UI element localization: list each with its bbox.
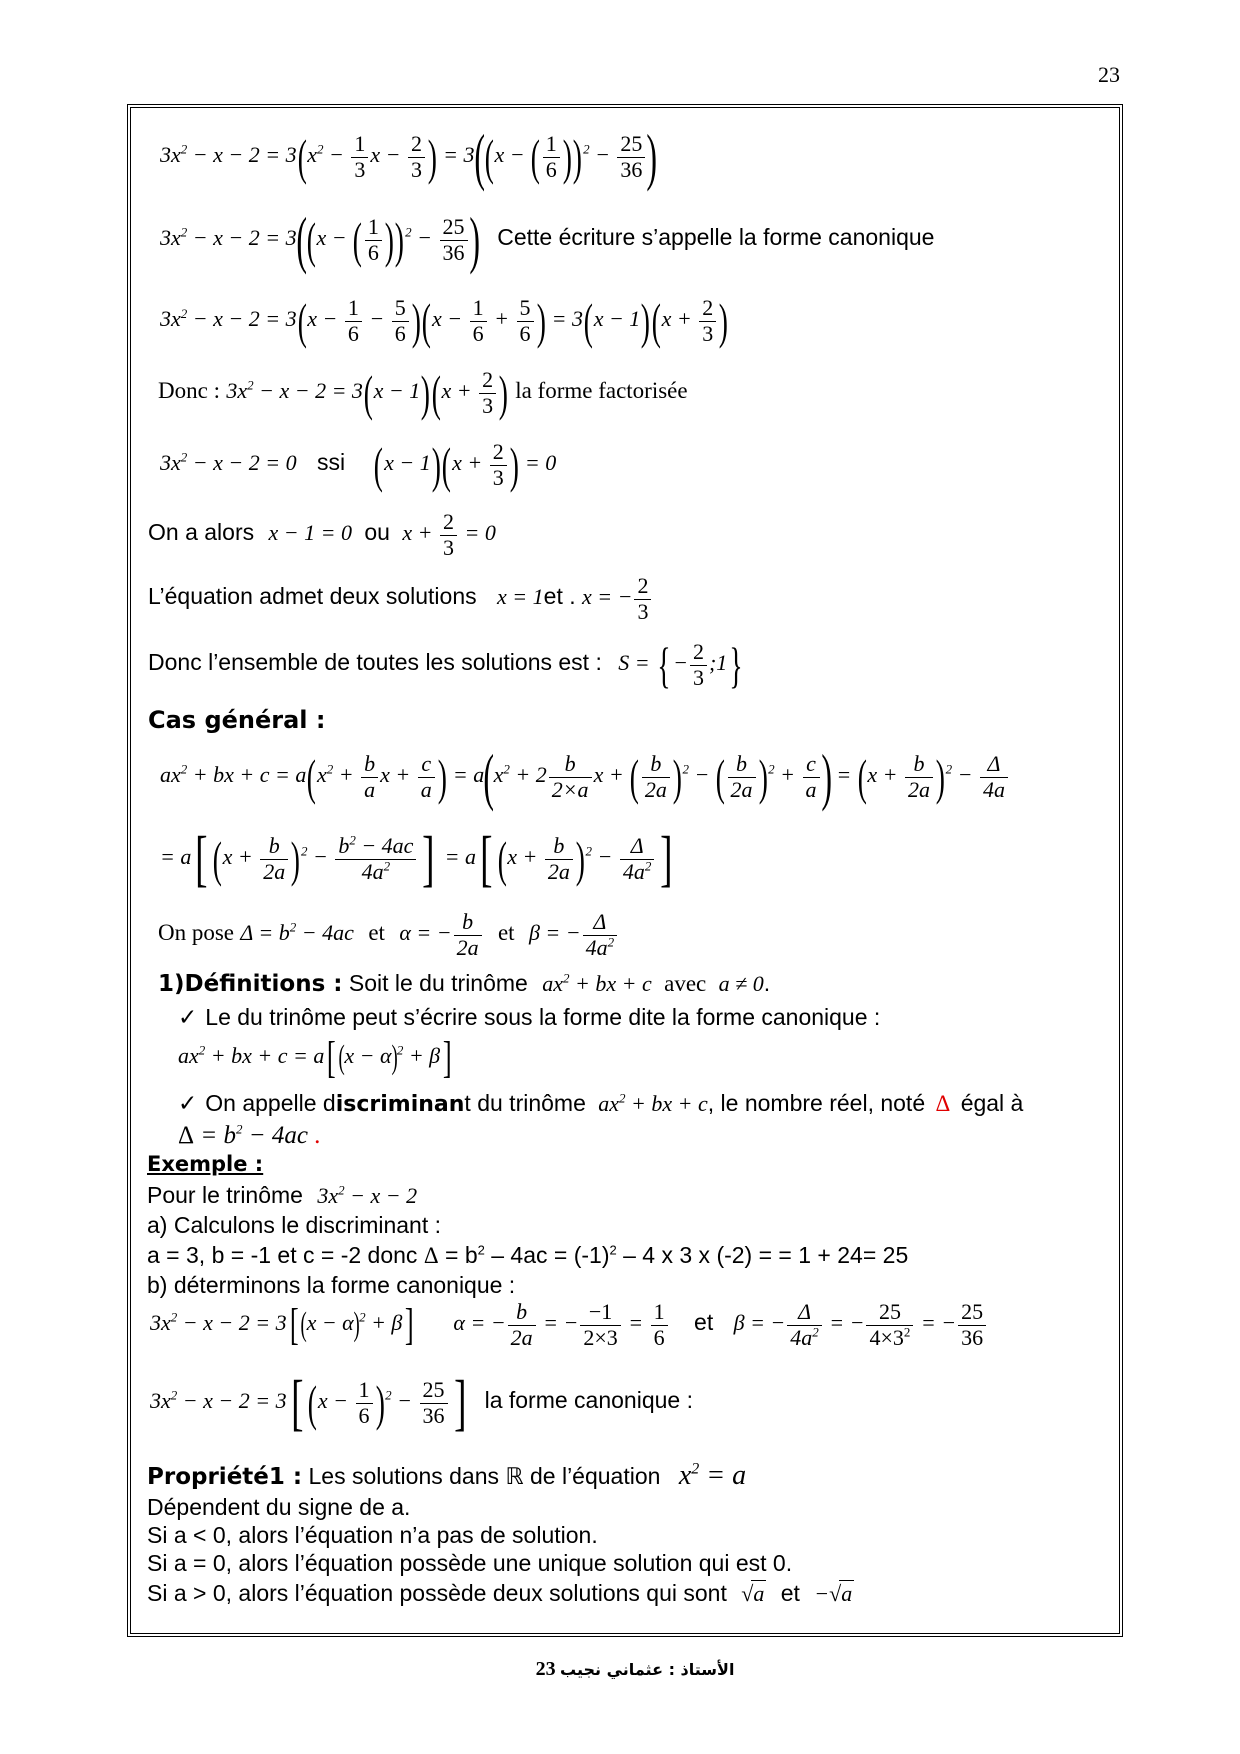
et-label-2: et <box>497 920 515 946</box>
on-pose-label: On pose <box>158 920 235 946</box>
propriete-line-1: Dépendent du signe de a. <box>147 1494 411 1520</box>
canonical-note: Cette écriture s’appelle la forme canonique <box>497 224 935 251</box>
check-icon: ✓ <box>178 1091 198 1117</box>
propriete-intro: Les solutions dans ℝ de l’équation <box>308 1463 661 1489</box>
canonical-form-line: $3x^2 - x - 2 = 3((x$ − ( $\frac{1}{6}$ ))$^2$ − $\frac{25}{36}$ ) Cette écriture s’appelle la forme canonique <box>160 204 935 275</box>
check-icon: ✓ <box>178 1005 198 1031</box>
item2-part-a: On appelle d <box>205 1090 336 1116</box>
solution-set-line: Donc l’ensemble de toutes les solutions est : S = { − $\frac{2}{3}$ ;1} <box>148 637 743 694</box>
definitions-heading: 1)Définitions : <box>158 971 343 997</box>
definition-item-1 <box>178 1004 880 1031</box>
exemple-line-1-text: Pour le trinôme <box>147 1182 303 1208</box>
discriminant-formula: $\Delta = b^2 - 4ac$ . <box>178 1121 321 1149</box>
general-canonical-bracket: = a[(x + $\frac{b}{2a}$ )$^2$ − $\frac{b^2 - 4ac}{4a^2}$ ] = a[(x + $\frac{b}{2a}$ )$^2$ − $\frac{\Delta}{4a^2}$ ] <box>160 825 673 893</box>
solutions-line: L’équation admet deux solutions x = 1et . x = − $\frac{2}{3}$ <box>148 574 653 624</box>
line3-b: = b <box>445 1242 478 1268</box>
propriete-line-2: Si a < 0, alors l’équation n’a pas de solution. <box>147 1522 598 1548</box>
general-canonical-derivation: $ax^2$ + bx + $c = a(x^2$ + $\frac{b}{a}$ x + $\frac{c}{a}$ ) = $a(x^2 + 2$ $\frac{b}{2\times a}$ x + ( $\frac{b}{2a}$ )$^2$ − ( $\frac{b}{2a}$ )$^2$ + $\frac{c}{a}$ ) = (x + $\frac{b}{2a}$ )$^2$ − $\frac{\Delta}{4a}$ <box>160 745 1010 809</box>
equation-zero-line: $3x^2 - x - 2 = 0$ ssi (x − 1)(x + $\frac{2}{3}$ ) = 0 <box>160 437 557 494</box>
ou-label: ou <box>364 519 390 546</box>
avec-label: avec <box>664 971 707 996</box>
exemple-alpha-beta: $3x^2 - x - 2 = 3[(x - \alpha)^2 + \beta] \alpha$ = − $\frac{b}{2a}$ = − $\frac{-1}{2\times 3}$ = $\frac{1}{6}$ et β = − $\frac{\Delta}{4a^2}$ = − $\frac{25}{4\times 3^2}$ = − $\frac{25}{36}$ <box>150 1300 988 1350</box>
propriete-line-4: Si a > 0, alors l’équation possède deux solutions qui sont √a et −√a <box>147 1580 853 1606</box>
et-dot: et . <box>543 583 576 610</box>
line3-c: – 4ac = (-1) <box>484 1242 610 1268</box>
definitions-intro: Soit le du trinôme <box>348 970 528 996</box>
page-number-top: 23 <box>1098 62 1120 87</box>
exemple-line-2: a) Calculons le discriminant : <box>147 1212 442 1238</box>
canon-label: la forme canonique : <box>484 1387 693 1414</box>
propriete-et: et <box>780 1580 800 1606</box>
page-number-bottom: 23 <box>535 1658 556 1680</box>
exemple-line-4: b) déterminons la forme canonique : <box>147 1272 516 1298</box>
equation-factoring: $3x^2 - x - 2 = 3(x$ − $\frac{1}{6}$ − $\frac{5}{6}$ )(x − $\frac{1}{6}$ + $\frac{5}{6}$ ) = 3(x − 1)(x + $\frac{2}{3}$ ) <box>160 293 729 350</box>
item2-part-e: égal à <box>960 1090 1024 1116</box>
definitions-line: 1)Définitions : Soit le du trinôme $ax^2$ + bx + c avec a ≠ 0. <box>158 970 771 997</box>
factorisee-label: la forme factorisée <box>515 378 688 404</box>
exemple-line-1: Pour le trinôme $3x^2 - x - 2$ <box>147 1182 418 1208</box>
propriete-heading: Propriété1 : <box>147 1464 303 1490</box>
on-pose-line: On pose $\Delta = b^2 - 4ac$ et α = − $\frac{b}{2a}$ et β = − $\frac{\Delta}{4a^2}$ <box>158 910 619 960</box>
canonical-formula: $ax^2$ + bx + $c = a[(x - \alpha)^2 + \beta]$ <box>178 1033 452 1082</box>
factorised-line: Donc : $3x^2 - x - 2 = 3(x - 1)(x$ + $\frac{2}{3}$ ) la forme factorisée <box>158 365 688 422</box>
propriete-line-3: Si a = 0, alors l’équation possède une unique solution qui est 0. <box>147 1550 793 1576</box>
exemple-canonical: $3x^2 - x - 2 = 3[(x$ − $\frac{1}{6}$ )$^2$ − $\frac{25}{36}$ ] la forme canonique : <box>150 1369 693 1437</box>
item2-part-d: , le nombre réel, noté <box>707 1090 926 1116</box>
definition-item-1-text: Le du trinôme peut s’écrire sous la forme dite la forme canonique : <box>205 1004 881 1030</box>
propriete-line-4-text: Si a > 0, alors l’équation possède deux solutions qui sont <box>147 1580 727 1606</box>
donc-label: Donc : <box>158 378 220 404</box>
exemple-heading: Exemple : <box>147 1152 264 1176</box>
equation-admet: L’équation admet deux solutions <box>148 583 477 610</box>
et-label-3: et <box>694 1309 714 1336</box>
on-a-alors: On a alors <box>148 519 255 546</box>
page-footer <box>0 1658 1240 1681</box>
equation-completing-square: $3x^2 - x - 2 = 3(x^2$ − $\frac{1}{3}$ x − $\frac{2}{3}$ ) = 3((x − ( $\frac{1}{6}$ ))$^2$ − $\frac{25}{36}$ ) <box>160 121 658 192</box>
propriete-line: Propriété1 : Les solutions dans ℝ de l’équation $x^2 = a$ <box>147 1460 747 1491</box>
ensemble-label: Donc l’ensemble de toutes les solutions est : <box>148 649 602 676</box>
exemple-line-3: a = 3, b = -1 et c = -2 donc $\Delta = b^2 - 4ac = (-1)^2 - 4$ x 3 x (-2) = = 1 + 24= 25 <box>147 1242 909 1268</box>
definition-item-2: ✓ On appelle discriminant du trinôme $ax^2$ + bx + c, le nombre réel, noté Δ égal à <box>178 1090 1024 1117</box>
et-label-1: et <box>368 920 385 946</box>
line3-a: a = 3, b = -1 et c = -2 donc <box>147 1242 418 1268</box>
author-name: الأستاذ : عثماني نجيب <box>560 1660 735 1679</box>
cas-general-heading: Cas général : <box>148 706 326 734</box>
line3-d: – 4 x 3 x (-2) = = 1 + 24= 25 <box>616 1242 909 1268</box>
item2-part-c: t du trinôme <box>464 1090 586 1116</box>
alors-line: On a alors x − 1 = 0 ou x + $\frac{2}{3}$ = 0 <box>148 509 496 560</box>
ssi-label: ssi <box>316 449 346 476</box>
item2-discriminant-bold: iscriminan <box>335 1092 465 1117</box>
